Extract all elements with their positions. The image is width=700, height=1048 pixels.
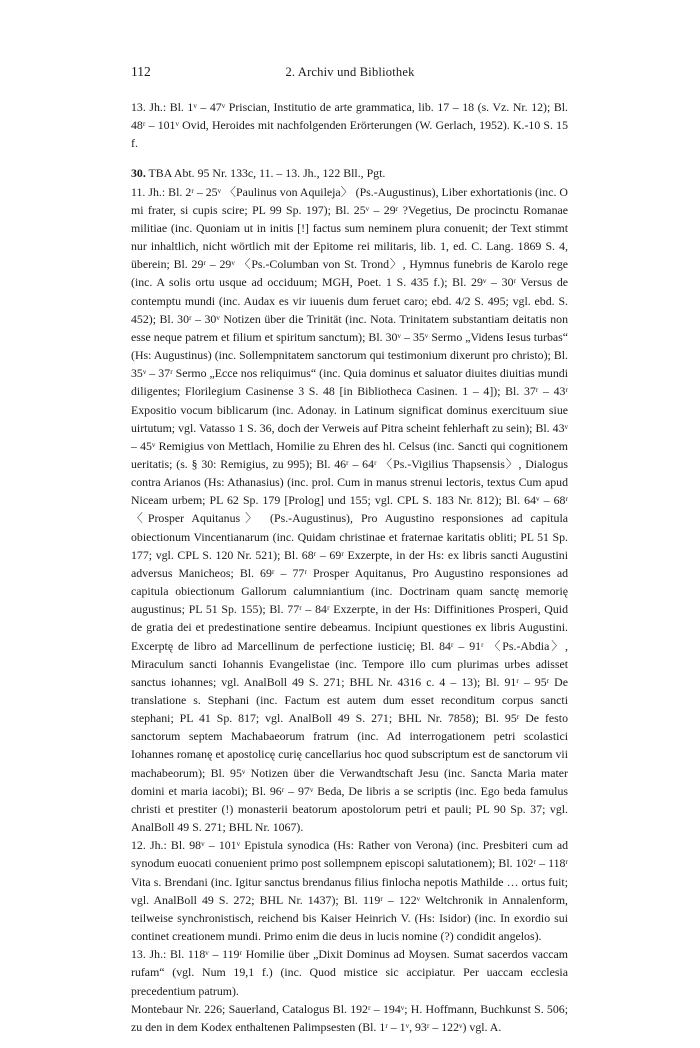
running-title: 2. Archiv und Bibliothek: [285, 65, 415, 79]
paragraph: 11. Jh.: Bl. 2ʳ – 25ᵛ 〈Paulinus von Aquileja〉 (Ps.-Augustinus), Liber exhortationis (inc. O mi frater, si cupis scire; PL 99 Sp. 197); Bl. 25ᵛ – 29ʳ ?Vegetius, De procinctu Romanae militiae (inc. Quoniam ut in initis [!] factus sum neminem plura conuenit; der Text stimmt nur inhaltlich, nicht wörtlich mit der Epitome rei militaris, lib. 1, ed. C. Lang. 1869 S. 4, überein; Bl. 29ʳ – 29ᵛ 〈Ps.-Columban von St. Trond〉, Hymnus funebris de Karolo rege (inc. A solis ortu usque ad occiduum; MGH, Poet. 1 S. 435 f.); Bl. 29ᵛ – 30ʳ Versus de contemptu mundi (inc. Audax es vir iuuenis dum feruet caro; ebd. 4/2 S. 495; vgl. ebd. S. 452); Bl. 30ʳ – 30ᵛ Notizen über die Trinität (inc. Nota. Trinitatem substantiam deitatis non esse neque patrem et filium et spiritum sanctum); Bl. 30ᵛ – 35ᵛ Sermo „Videns Iesus turbas“ (Hs: Augustinus) (inc. Sollempnitatem sanctorum qui testimonium dixerunt pro christo); Bl. 35ᵛ – 37ʳ Sermo „Ecce nos reliquimus“ (inc. Quia dominus et saluator diuites diuitias mundi diligentes; Florilegium Casinense 3 S. 48 [in Bibliotheca Casinen. 1 – 4]); Bl. 37ʳ – 43ʳ Expositio vocum biblicarum (inc. Adonay. in Latinum significat dominus exercituum siue uirtutum; vgl. Vatasso 1 S. 36, doch der Verweis auf Pitra scheint fehlerhaft zu sein); Bl. 43ᵛ – 45ᵛ Remigius von Mettlach, Homilie zu Ehren des hl. Celsus (inc. Sancti qui cognitionem ueritatis; (s. § 30: Remigius, zu 995); Bl. 46ʳ – 64ʳ 〈Ps.-Vigilius Thapsensis〉, Dialogus contra Arianos (Hs: Athanasius) (inc. prol. Cum in manus strenui lectoris, textus Cum apud Niceam urbem; PL 62 Sp. 179 [Prolog] und 155; vgl. CPL S. 183 Nr. 812); Bl. 64ᵛ – 68ʳ 〈Prosper Aquitanus〉 (Ps.-Augustinus), Pro Augustino responsiones ad capitula obiectionum Vincentianarum (inc. Quidam christinae et fraternae karitatis obliti; PL 51 Sp. 177; vgl. CPL S. 120 Nr. 521); Bl. 68ʳ – 69ʳ Exzerpte, in der Hs: ex libris sancti Augustini adversus Manicheos; Bl. 69ʳ – 77ʳ Prosper Aquitanus, Pro Augustino responsiones ad capitula obiectionum Gallorum calumniantium (inc. Doctrinam quam sanctę memorię augustinus; PL 51 Sp. 155); Bl. 77ʳ – 84ʳ Exzerpte, in der Hs: Diffinitiones Prosperi, Quid de gratia dei et predestinatione sentire debeamus. Incipiunt questiones ex libris Augustini. Excerptę de libro ad Marcellinum de perfectione iusticię; Bl. 84ʳ – 91ʳ 〈Ps.-Abdia〉, Miraculum sancti Iohannis Evangelistae (inc. Tempore illo cum plurimas urbes adisset sanctus iohannes; vgl. AnalBoll 49 S. 271; BHL Nr. 4316 c. 4 – 13); Bl. 91ʳ – 95ʳ De translatione s. Stephani (inc. Factum est autem dum esset reconditum corpus sancti stephani; PL 41 Sp. 817; vgl. AnalBoll 49 S. 271; BHL Nr. 7858); Bl. 95ʳ De festo sanctorum septem Machabaeorum fratrum (inc. Ad interrogationem petri scolastici Iohannes romanę et apostolicę curię cancellarius hoc quod subscriptum est de sanctorum vii machabeorum); Bl. 95ᵛ Notizen über die Verwandtschaft Jesu (inc. Sancta Maria mater domini et maria iacobi); Bl. 96ʳ – 97ᵛ Beda, De libris a se scriptis (inc. Ego beda famulus christi et prestiter (!) monasterii beatorum apostolorum petri et pauli; PL 90 Sp. 37; vgl. AnalBoll 49 S. 271; BHL Nr. 1067).: [131, 184, 568, 835]
paragraph: 13. Jh.: Bl. 118ᵛ – 119ʳ Homilie über „Dixit Dominus ad Moysen. Sumat sacerdos vaccam rufam“ (vgl. Num 19,1 f.) (inc. Quod mistice sic accipiatur. Per uaccam ecclesia precedentium patrum).: [131, 947, 568, 998]
page-header: [131, 64, 569, 82]
paragraph: 13. Jh.: Bl. 1ᵛ – 47ᵛ Priscian, Institutio de arte grammatica, lib. 17 – 18 (s. Vz. Nr. 12); Bl. 48ʳ – 101ᵛ Ovid, Heroides mit nachfolgenden Erörterungen (W. Gerlach, 1952). K.-10 S. 15 f.: [131, 100, 568, 151]
paragraph: 12. Jh.: Bl. 98ᵛ – 101ᵛ Epistula synodica (Hs: Rather von Verona) (inc. Presbiteri cum ad synodum euocati conuenient primo post sollempnem episcopi salutationem); Bl. 102ʳ – 118ʳ Vita s. Brendani (inc. Igitur sanctus brendanus filius finlocha nepotis Mathilde … ortus fuit; vgl. AnalBoll 49 S. 272; BHL Nr. 1437); Bl. 119ʳ – 122ᵛ Weltchronik in Annalenform, teilweise synchronistisch, reichend bis Kaiser Heinrich V. (Hs: Isidor) (inc. In exordio sui continet creationem mundi. Primo enim die deus in lucis nomine (?) condidit angelos).: [131, 838, 568, 944]
entry-number: 30.: [131, 166, 146, 181]
page-number: 112: [131, 64, 151, 79]
entry-shelfmark: TBA Abt. 95 Nr. 133c, 11. – 13. Jh., 122 Bll., Pgt.: [145, 166, 386, 181]
body-text: [131, 98, 568, 1036]
entry-heading: [131, 164, 568, 182]
paragraph: Montebaur Nr. 226; Sauerland, Catalogus Bl. 192ʳ – 194ᵛ; H. Hoffmann, Buchkunst S. 506; zu den in dem Kodex enthaltenen Palimpsesten (Bl. 1ʳ – 1ᵛ, 93ʳ – 122ᵛ) vgl. A.: [131, 1001, 568, 1034]
